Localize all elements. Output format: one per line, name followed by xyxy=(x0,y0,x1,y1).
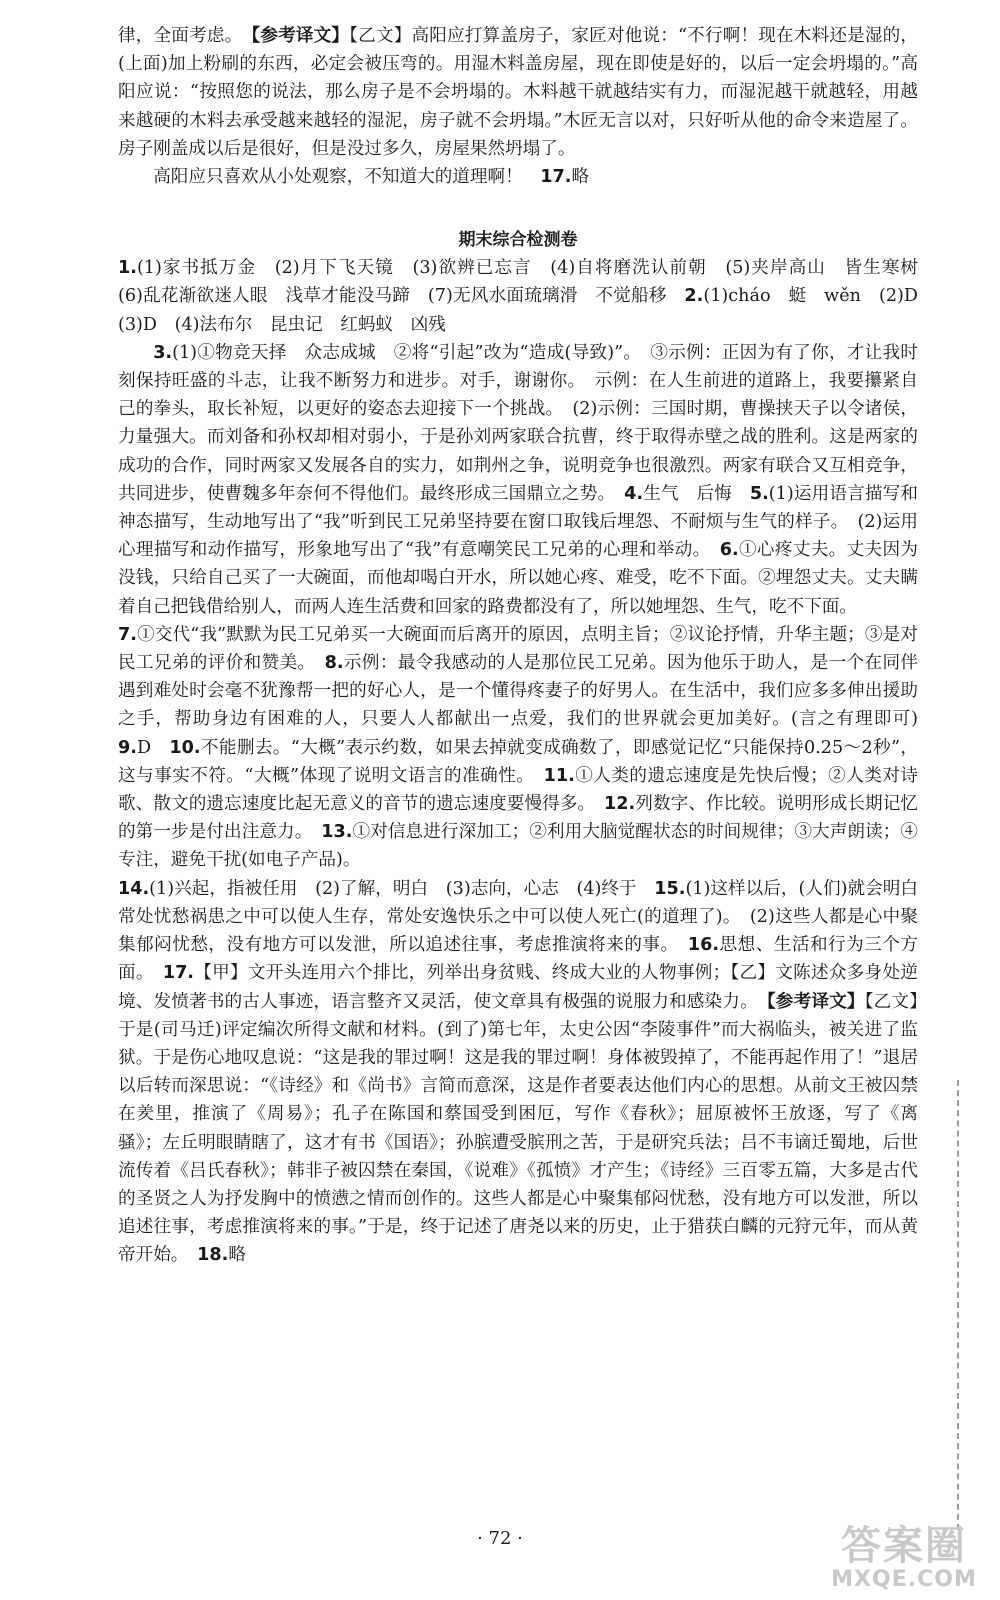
question-number: 16. xyxy=(687,935,720,956)
answer-text: 示例：最令我感动的人是那位民工兄弟。因为他乐于助人，是一个在同伴遇到难处时会毫不犹豫帮一把的好心人，是一个懂得疼妻子的好男人。在生活中，我们应多多伸出援助之手，帮助身边有困难的人，只要人人都献出一点爱，我们的世界就会更加美好。(言之有理即可) xyxy=(118,653,936,730)
question-number: 13. xyxy=(321,822,353,843)
text-run: 略 xyxy=(571,167,590,188)
question-number: 18. xyxy=(197,1245,229,1266)
question-number: 1. xyxy=(118,258,137,279)
answer-text: (1)运用语言描写和神态描写，生动地写出了“我”听到民工兄弟坚持要在窗口取钱后埋怨、不耐烦与生气的样子。 (2)运用心理描写和动作描写，形象地写出了“我”有意嘲笑民工兄弟的心理和举动。 xyxy=(118,483,918,561)
question-number: 7. xyxy=(118,624,137,645)
page-number: · 72 · xyxy=(477,1528,523,1549)
answer-text: (1)家书抵万金 (2)月下飞天镜 (3)欲辨已忘言 (4)自将磨洗认前朝 (5)夹岸高山 皆生寒树 (6)乱花渐欲迷人眼 浅草才能没马蹄 (7)无风水面琉璃滑 不觉船移 xyxy=(118,258,936,307)
answer-text: ①交代“我”默默为民工兄弟买一大碗面而后离开的原因，点明主旨；②议论抒情，升华主题；③是对民工兄弟的评价和赞美。 xyxy=(118,624,918,674)
question-number: 6. xyxy=(719,540,739,561)
text-run: 高阳应只喜欢从小处观察，不知道大的道理啊！ xyxy=(153,167,541,188)
answer-text: 略 xyxy=(228,1245,246,1266)
question-number: 2. xyxy=(684,286,704,307)
question-number: 17. xyxy=(540,167,572,188)
answer-text: ①人类的遗忘速度是先快后慢；②人类对诗歌、散文的遗忘速度比起无意义的音节的遗忘速度要慢得多。 xyxy=(118,765,918,815)
answer-text: 【甲】文开头连用六个排比，列举出身贫贱、终成大业的人物事例；【乙】文陈述众多身处逆境、发愤著书的古人事迹，语言整齐又灵活，使文章具有极强的说服力和感染力。 xyxy=(118,963,918,1012)
answer-text: (1)这样以后，(人们)就会明白常处忧愁祸患之中可以使人生存，常处安逸快乐之中可以使人死亡(的道理了)。 (2)这些人都是心中聚集郁闷忧愁，没有地方可以发泄，所以追述往事，考虑推演将来的事。 xyxy=(118,878,918,956)
translation-paragraph-1 xyxy=(118,22,918,163)
reference-translation-label: 【参考译文】 xyxy=(251,26,350,46)
question-number: 15. xyxy=(654,878,686,899)
reference-translation-label: 【参考译文】 xyxy=(766,991,865,1012)
question-number: 4. xyxy=(624,483,644,504)
question-number: 17. xyxy=(162,963,194,984)
watermark-bottom-text: MXQE.COM xyxy=(831,1567,977,1592)
watermark-logo xyxy=(814,1524,994,1594)
answer-text: 不能删去。“大概”表示约数，如果去掉就变成确数了，即感觉记忆“只能保持0.25～2秒”，这与事实不符。“大概”体现了说明文语言的准确性。 xyxy=(118,737,918,786)
question-number: 11. xyxy=(543,765,575,786)
document-page xyxy=(118,22,936,1270)
question-number: 5. xyxy=(749,483,769,504)
translation-paragraph-2 xyxy=(118,163,918,191)
question-number: 14. xyxy=(118,878,150,899)
answer-text: 思想、生活和行为三个方面。 xyxy=(118,935,918,984)
section-title: 期末综合检测卷 xyxy=(458,230,578,251)
answer-text: 生气 后悔 xyxy=(643,483,750,504)
answer-text: 【乙文】于是(司马迁)评定编次所得文献和材料。(到了)第七年，太史公因“李陵事件”而大祸临头，被关进了监狱。于是伤心地叹息说：“这是我的罪过啊！这是我的罪过啊！身体被毁掉了，不能再起作用了！”退居以后转而深思说：“《诗经》和《尚书》言简而意深，这是作者要表达他们内心的思想。从前文王被囚禁在羑里，推演了《周易》；孔子在陈国和蔡国受到困厄，写作《春秋》；屈原被怀王放逐，写了《离骚》；左丘明眼睛瞎了，这才有书《国语》；孙膑遭受膑刑之苦，于是研究兵法；吕不韦谪迁蜀地，后世流传着《吕氏春秋》；韩非子被囚禁在秦国，《说难》《孤愤》才产生；《诗经》三百零五篇，大多是古代的圣贤之人为抒发胸中的愤懑之情而创作的。这些人都是心中聚集郁闷忧愁，没有地方可以发泄，所以追述往事，考虑推演将来的事。”于是，终于记述了唐尧以来的历史，止于猎获白麟的元狩元年，而从黄帝开始。 xyxy=(118,991,918,1266)
answer-text: (1)①物竞天择 众志成城 ②将“引起”改为“造成(导致)”。 ③示例：正因为有了你，才让我时刻保持旺盛的斗志，让我不断努力和进步。对手，谢谢你。 示例：在人生前进的道路上，我要攥紧自己的拳头，取长补短，以更好的姿态去迎接下一个挑战。 (2)示例：三国时期，曹操挟天子以令诸侯，力量强大。而刘备和孙权却相对弱小，于是孙刘两家联合抗曹，终于取得赤壁之战的胜利。这是两家的成功的合作，同时两家又发展各自的实力，如荆州之争，说明竞争也很激烈。两家有联合又互相竞争，共同进步，使曹魏多年奈何不得他们。最终形成三国鼎立之势。 xyxy=(118,342,918,504)
answer-text: (1)兴起，指被任用 (2)了解，明白 (3)志向，心志 (4)终于 xyxy=(149,878,655,899)
question-number: 10. xyxy=(169,737,201,758)
question-number: 3. xyxy=(153,342,173,363)
question-number: 9. xyxy=(118,737,137,758)
text-run: 律，全面考虑。 xyxy=(118,26,252,46)
watermark-top-text: 答案圈 xyxy=(841,1523,967,1569)
answer-text: ①心疼丈夫。丈夫因为没钱，只给自己买了一大碗面，而他却喝白开水，所以她心疼、难受，吃不下面。②埋怨丈夫。丈夫瞒着自己把钱借给别人，而两人连生活费和回家的路费都没有了，所以她埋怨、生气，吃不下面。 xyxy=(118,540,918,617)
answers-block-3 xyxy=(118,621,936,875)
answer-text: (1)cháo 蜓 wěn (2)D (3)D (4)法布尔 昆虫记 红蚂蚁 凶残 xyxy=(118,286,936,335)
answers-block-4 xyxy=(118,875,918,1270)
answers-block-1 xyxy=(118,254,936,339)
question-number: 8. xyxy=(324,653,344,674)
answer-text: 列数字、作比较。说明形成长期记忆的第一步是付出注意力。 xyxy=(118,794,918,843)
margin-dashed-line xyxy=(957,1080,959,1530)
answer-text: D xyxy=(136,737,170,758)
answers-block-2 xyxy=(118,339,918,621)
answer-text: ①对信息进行深加工；②利用大脑觉醒状态的时间规律；③大声朗读；④专注，避免干扰(如电子产品)。 xyxy=(118,822,918,871)
text-run: 【乙文】高阳应打算盖房子，家匠对他说：“不行啊！现在木料还是湿的，(上面)加上粉刷的东西，必定会被压弯的。用湿木料盖房屋，现在即使是好的，以后一定会坍塌的。”高阳应说：“按照您的说法，那么房子是不会坍塌的。木料越干就越结实有力，而湿泥越干就越轻，用越来越硬的木料去承受越来越轻的湿泥，房子就不会坍塌。”木匠无言以对，只好听从他的命令来造屋了。房子刚盖成以后是很好，但是没过多久，房屋果然坍塌了。 xyxy=(118,26,919,159)
question-number: 12. xyxy=(604,794,636,815)
